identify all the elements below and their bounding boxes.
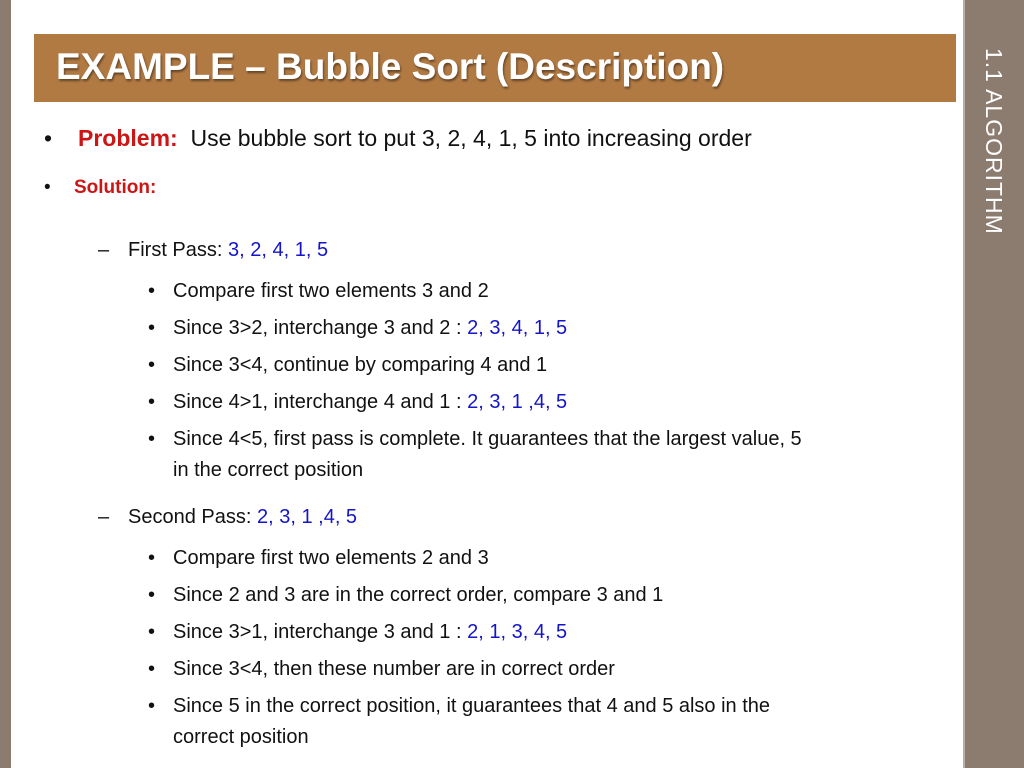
list-item — [44, 276, 944, 313]
list-item — [44, 580, 944, 617]
list-item — [44, 387, 944, 424]
side-panel-divider — [963, 0, 965, 768]
section-label: 1.1 ALGORITHM — [981, 48, 1007, 235]
problem-bullet — [44, 125, 944, 177]
first-pass-item — [44, 239, 944, 276]
pass-sequence: 3, 2, 4, 1, 5 — [228, 239, 329, 261]
bullet-dot-icon: • — [148, 280, 156, 302]
list-item — [44, 313, 944, 350]
solution-bullet — [44, 177, 944, 225]
list-item — [44, 654, 944, 691]
bullet-dot-icon: • — [44, 125, 53, 151]
step-result: 2, 3, 1 ,4, 5 — [467, 391, 568, 413]
list-item — [44, 617, 944, 654]
pass-sequence: 2, 3, 1 ,4, 5 — [256, 506, 358, 528]
step-result: 2, 3, 4, 1, 5 — [467, 317, 568, 339]
bullet-dot-icon: • — [148, 391, 156, 413]
pass-label: First Pass: — [128, 239, 223, 261]
step-text: Since 4<5, first pass is complete. It guarantees that the largest value, 5 in the correct position — [173, 428, 802, 481]
pass-label: Second Pass: — [128, 506, 252, 528]
step-text: Since 3<4, continue by comparing 4 and 1 — [173, 354, 548, 376]
solution-label: Solution: — [74, 177, 157, 198]
bullet-dot-icon: • — [148, 317, 156, 339]
bullet-dot-icon: • — [148, 428, 156, 450]
bullet-dot-icon: • — [148, 695, 156, 717]
second-pass-item — [44, 506, 944, 543]
bullet-dot-icon: • — [148, 547, 156, 569]
step-text: Compare first two elements 2 and 3 — [173, 547, 489, 569]
step-text: Compare first two elements 3 and 2 — [173, 280, 489, 302]
step-text: Since 3<4, then these number are in correct order — [173, 658, 615, 680]
step-text: Since 4>1, interchange 4 and 1 : — [173, 391, 462, 413]
step-text: Since 5 in the correct position, it guarantees that 4 and 5 also in the correct position — [173, 695, 771, 748]
slide-content — [44, 125, 944, 753]
step-text: Since 2 and 3 are in the correct order, compare 3 and 1 — [173, 584, 664, 606]
bullet-dot-icon: • — [148, 658, 156, 680]
slide-title: EXAMPLE – Bubble Sort (Description) — [56, 46, 725, 87]
bullet-dot-icon: • — [148, 354, 156, 376]
bullet-dot-icon: • — [148, 584, 156, 606]
left-border-strip — [0, 0, 11, 768]
dash-bullet-icon: – — [98, 239, 110, 261]
bullet-dot-icon: • — [148, 621, 156, 643]
problem-text: Use bubble sort to put 3, 2, 4, 1, 5 into increasing order — [190, 125, 752, 151]
dash-bullet-icon: – — [98, 506, 110, 528]
list-item — [44, 350, 944, 387]
list-item — [44, 424, 813, 486]
list-item — [44, 543, 944, 580]
bullet-dot-icon: • — [44, 177, 51, 198]
title-bar — [34, 34, 956, 102]
list-item — [44, 691, 813, 753]
step-text: Since 3>1, interchange 3 and 1 : — [173, 621, 462, 643]
step-result: 2, 1, 3, 4, 5 — [467, 621, 568, 643]
problem-label: Problem: — [78, 125, 178, 151]
step-text: Since 3>2, interchange 3 and 2 : — [173, 317, 462, 339]
